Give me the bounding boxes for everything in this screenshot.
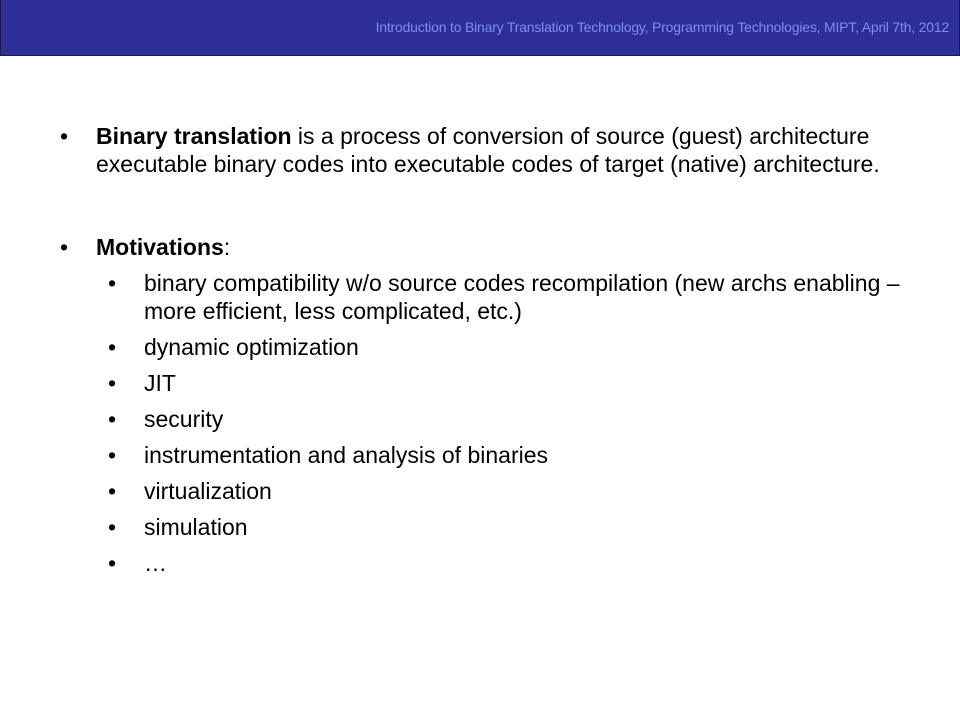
list-item-text: JIT bbox=[144, 370, 176, 396]
definition-bullet bbox=[60, 122, 920, 178]
bullet-icon: • bbox=[108, 478, 117, 504]
list-item-text: virtualization bbox=[144, 478, 272, 504]
list-item bbox=[108, 513, 920, 541]
motivations-bullet bbox=[60, 233, 920, 261]
list-item-text: instrumentation and analysis of binaries bbox=[144, 442, 549, 468]
motivations-list bbox=[60, 269, 920, 577]
bullet-icon: • bbox=[60, 234, 69, 260]
list-item bbox=[108, 405, 920, 433]
list-item bbox=[108, 441, 920, 469]
header-bar bbox=[0, 0, 960, 56]
motivations-label: Motivations bbox=[96, 234, 224, 260]
bullet-icon: • bbox=[108, 442, 117, 468]
motivations-suffix: : bbox=[223, 234, 231, 260]
list-item-text: dynamic optimization bbox=[144, 334, 359, 360]
list-item bbox=[108, 333, 920, 361]
list-item-text: … bbox=[144, 550, 167, 576]
list-item bbox=[108, 369, 920, 397]
list-item-text: simulation bbox=[144, 514, 248, 540]
list-item bbox=[108, 477, 920, 505]
bullet-icon: • bbox=[108, 406, 117, 432]
bullet-icon: • bbox=[108, 270, 117, 296]
bullet-icon: • bbox=[60, 123, 69, 149]
list-item-text: security bbox=[144, 406, 224, 432]
bullet-icon: • bbox=[108, 550, 117, 576]
definition-term: Binary translation bbox=[96, 123, 292, 149]
list-item-text: binary compatibility w/o source codes recompilation (new archs enabling – more efficient, less complicated, etc.) bbox=[144, 270, 900, 324]
list-item bbox=[108, 269, 920, 325]
bullet-icon: • bbox=[108, 334, 117, 360]
header-title: Introduction to Binary Translation Technology, Programming Technologies, MIPT, April 7th, 2012 bbox=[375, 19, 949, 35]
bullet-icon: • bbox=[108, 370, 117, 396]
bullet-icon: • bbox=[108, 514, 117, 540]
list-item bbox=[108, 549, 920, 577]
slide-content bbox=[60, 122, 920, 585]
definition-text: is a process of conversion of source (guest) architecture executable binary codes into executable codes of target (native) architecture. bbox=[96, 123, 880, 177]
